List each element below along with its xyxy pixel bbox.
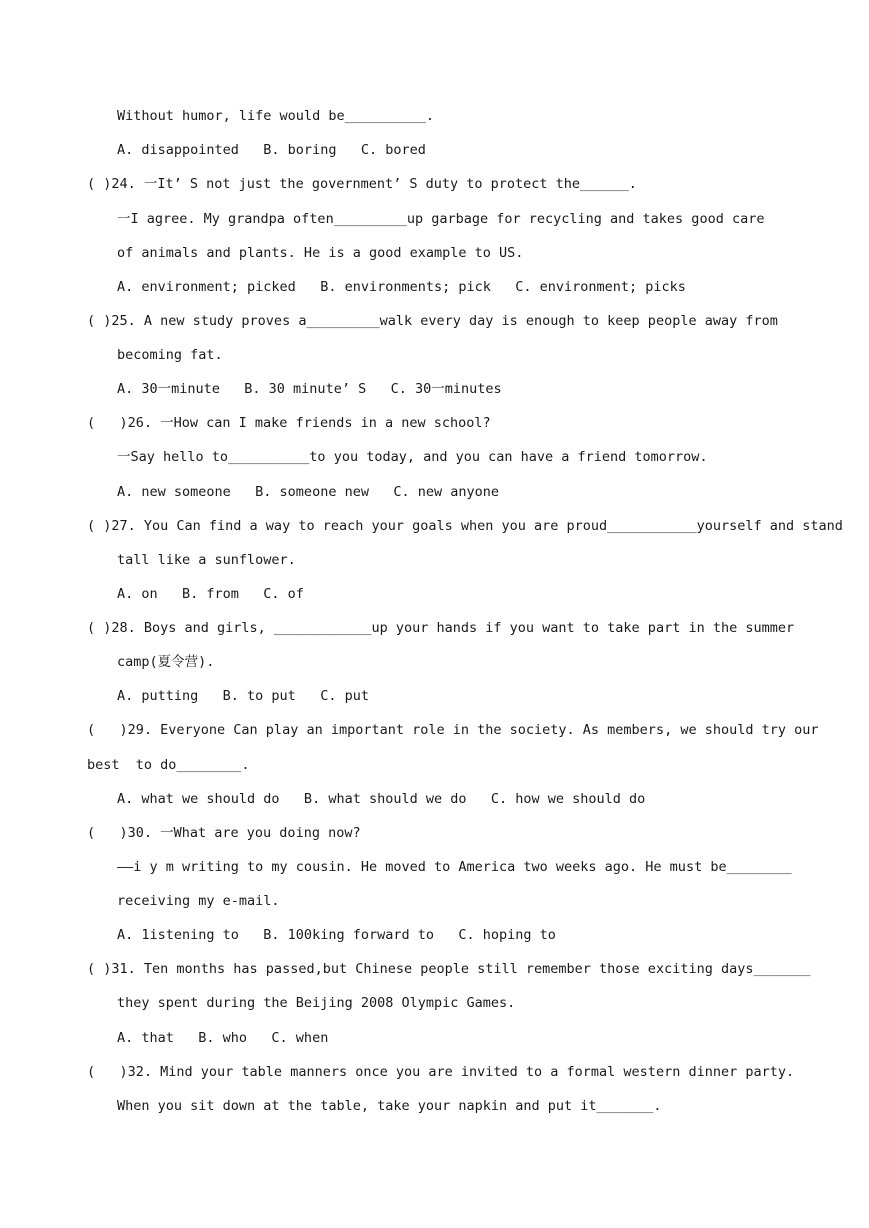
q26-question: ( )26. 一How can I make friends in a new school? <box>87 415 491 431</box>
q29-question-cont: best to do________. <box>87 757 250 773</box>
q27-question-cont: tall like a sunflower. <box>117 552 296 568</box>
q25-question: ( )25. A new study proves a_________walk every day is enough to keep people away from <box>87 313 778 329</box>
q25-options: A. 30一minute B. 30 minute’ S C. 30一minutes <box>117 381 502 397</box>
q30-response: ——i y m writing to my cousin. He moved to America two weeks ago. He must be________ <box>117 859 792 875</box>
q24-response-line-1: 一I agree. My grandpa often_________up garbage for recycling and takes good care <box>117 211 765 227</box>
q30-options: A. 1istening to B. 100king forward to C. hoping to <box>117 927 556 943</box>
q32-question-cont: When you sit down at the table, take your napkin and put it_______. <box>117 1098 662 1114</box>
q31-question: ( )31. Ten months has passed,but Chinese people still remember those exciting days_______ <box>87 961 811 977</box>
q31-question-cont: they spent during the Beijing 2008 Olympic Games. <box>117 995 516 1011</box>
q29-options: A. what we should do B. what should we do C. how we should do <box>117 791 646 807</box>
q31-options: A. that B. who C. when <box>117 1030 329 1046</box>
q29-question: ( )29. Everyone Can play an important role in the society. As members, we should try our <box>87 722 819 738</box>
q30-question: ( )30. 一What are you doing now? <box>87 825 361 841</box>
q28-question-cont: camp(夏令营). <box>117 654 215 670</box>
q27-question: ( )27. You Can find a way to reach your goals when you are proud___________yourself and stand <box>87 518 843 534</box>
q24-response-line-2: of animals and plants. He is a good example to US. <box>117 245 524 261</box>
q30-response-cont: receiving my e-mail. <box>117 893 280 909</box>
q23-options: A. disappointed B. boring C. bored <box>117 142 426 158</box>
q25-question-cont: becoming fat. <box>117 347 223 363</box>
q24-options: A. environment; picked B. environments; pick C. environment; picks <box>117 279 686 295</box>
q28-options: A. putting B. to put C. put <box>117 688 369 704</box>
q32-question: ( )32. Mind your table manners once you are invited to a formal western dinner party. <box>87 1064 795 1080</box>
q26-options: A. new someone B. someone new C. new anyone <box>117 484 500 500</box>
q26-response: 一Say hello to__________to you today, and you can have a friend tomorrow. <box>117 449 708 465</box>
q24-question: ( )24. 一It’ S not just the government’ S duty to protect the______. <box>87 176 637 192</box>
q23-sentence: Without humor, life would be__________. <box>117 108 434 124</box>
q27-options: A. on B. from C. of <box>117 586 304 602</box>
q28-question: ( )28. Boys and girls, ____________up your hands if you want to take part in the summer <box>87 620 795 636</box>
